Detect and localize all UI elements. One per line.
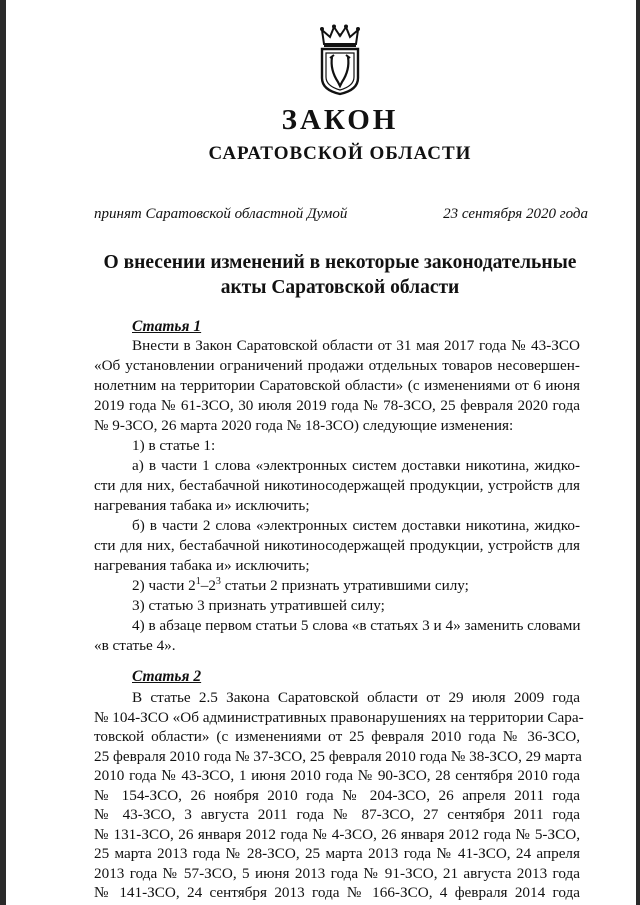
article-2-line: 2010 года № 43-ЗСО, 1 июня 2010 года № 90-ЗСО, 28 сентября 2010 года [94, 767, 580, 784]
article-1-line: сти для них, бестабачной никотиносодержащей продукции, устройств для [94, 537, 580, 554]
region-title: САРАТОВСКОЙ ОБЛАСТИ [208, 143, 472, 164]
document-title-line: О внесении изменений в некоторые законодательные [103, 252, 577, 273]
article-2-line: В статье 2.5 Закона Саратовской области от 29 июля 2009 года [132, 689, 580, 706]
adopted-by: принят Саратовской областной Думой [94, 206, 348, 222]
article-1-line: сти для них, бестабачной никотиносодержащей продукции, устройств для [94, 477, 580, 494]
article-2-line: 2013 года № 57-ЗСО, 5 июня 2013 года № 91-ЗСО, 21 августа 2013 года [94, 864, 580, 882]
article-1-line: б) в части 2 слова «электронных систем доставки никотина, жидко- [132, 517, 580, 534]
item-2-mid: –2 [200, 577, 216, 594]
article-1-line: Внести в Закон Саратовской области от 31 мая 2017 года № 43-ЗСО [132, 337, 580, 354]
article-1-line: нагревания табака и» исключить; [94, 497, 310, 514]
article-1-item-2 [132, 576, 469, 596]
article-1-line: 1) в статье 1: [132, 437, 216, 454]
article-2-line: № 104-ЗСО «Об административных правонарушениях на территории Сара- [94, 708, 584, 726]
article-2-line: № 43-ЗСО, 3 августа 2011 года № 87-ЗСО, 27 сентября 2011 года [94, 806, 580, 823]
item-2-pre: 2) части 2 [132, 577, 196, 594]
item-2-sup2: 3 [215, 575, 221, 587]
document-title-line: акты Саратовской области [220, 277, 460, 298]
article-2-line: № 154-ЗСО, 26 ноября 2010 года № 204-ЗСО, 26 апреля 2011 года [94, 786, 580, 804]
coat-of-arms-icon [318, 24, 362, 96]
article-1-line: нолетним на территории Саратовской области» (с изменениями от 6 июня [94, 377, 580, 394]
law-title: ЗАКОН [281, 104, 399, 136]
article-2-line: 25 февраля 2010 года № 37-ЗСО, 25 февраля 2010 года № 38-ЗСО, 29 марта [94, 747, 582, 765]
article-2-line: № 131-ЗСО, 26 января 2012 года № 4-ЗСО, 26 января 2012 года № 5-ЗСО, [94, 825, 580, 843]
document-title [80, 250, 600, 300]
item-2-post: статьи 2 признать утратившими силу; [220, 577, 469, 594]
article-1-line: 3) статью 3 признать утратившей силу; [132, 597, 385, 614]
article-2-line: товской области» (с изменениями от 25 февраля 2010 года № 36-ЗСО, [94, 728, 580, 745]
adopted-date: 23 сентября 2020 года [443, 206, 588, 222]
article-2-line: 25 марта 2013 года № 28-ЗСО, 25 марта 2013 года № 41-ЗСО, 24 апреля [94, 845, 580, 862]
article-2-line: № 141-ЗСО, 24 сентября 2013 года № 166-ЗСО, 4 февраля 2014 года [94, 884, 580, 901]
article-1-line: а) в части 1 слова «электронных систем доставки никотина, жидко- [132, 457, 580, 474]
article-1-heading: Статья 1 [132, 318, 202, 335]
article-1-line: «Об установлении ограничений продажи отдельных товаров несовершен- [94, 357, 580, 374]
item-2-sup1: 1 [195, 575, 201, 587]
article-1-line: 4) в абзаце первом статьи 5 слова «в статьях 3 и 4» заменить словами [132, 617, 581, 634]
article-2-heading: Статья 2 [132, 668, 202, 685]
article-1-line: нагревания табака и» исключить; [94, 557, 310, 574]
article-1-line: 2019 года № 61-ЗСО, 30 июля 2019 года № 78-ЗСО, 25 февраля 2020 года [94, 397, 580, 414]
article-1-line: № 9-ЗСО, 26 марта 2020 года № 18-ЗСО) следующие изменения: [94, 417, 514, 434]
article-1-line: «в статье 4». [94, 637, 176, 654]
